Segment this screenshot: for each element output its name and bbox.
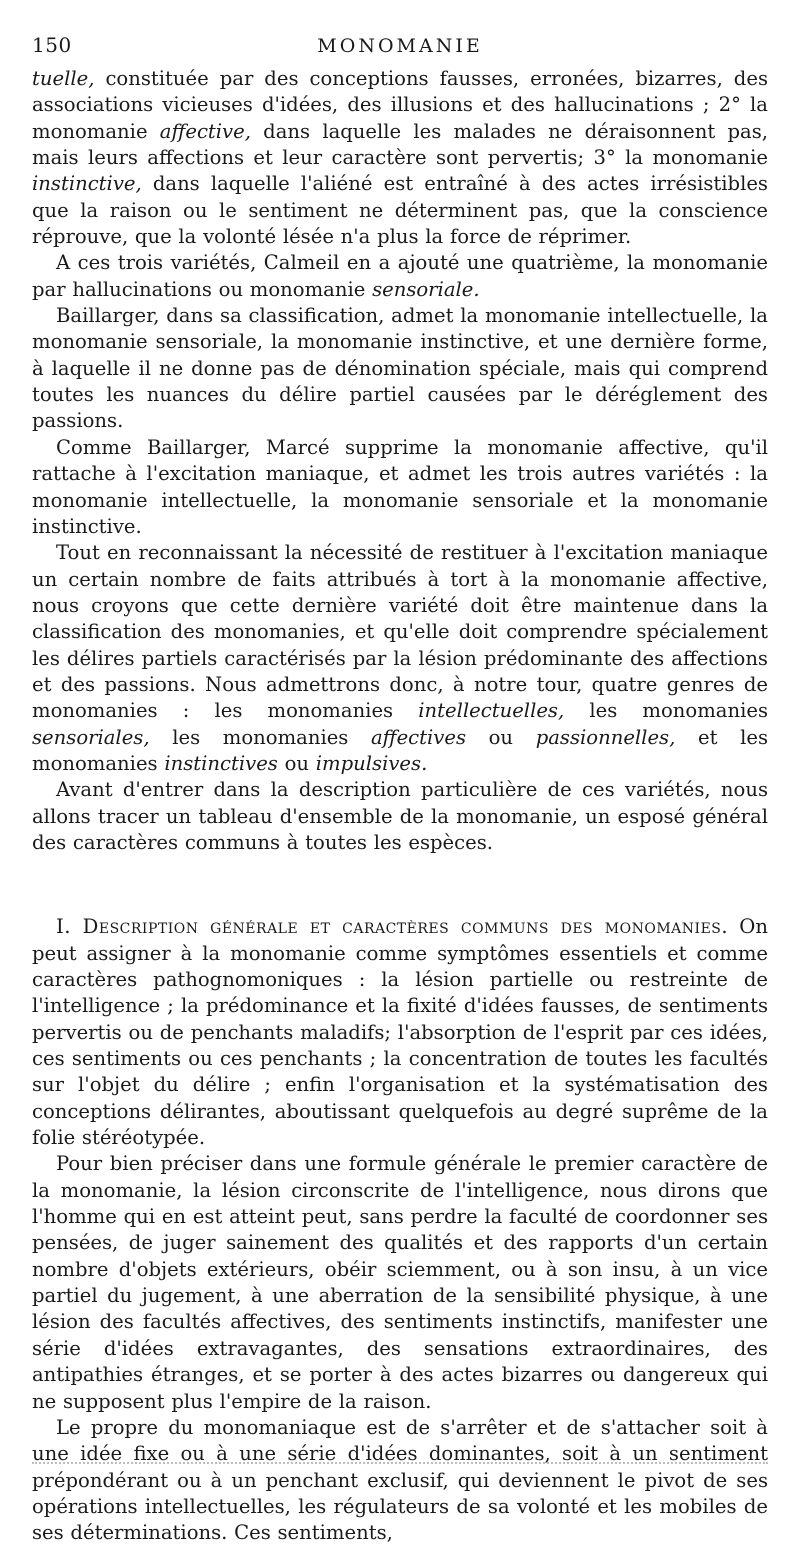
paragraph-formule: Pour bien préciser dans une formule générale le premier caractère de la monomanie, la lésion circonscrite de l'intelligence, nous dirons que l'homme qui en est atteint peut, sans perdre la faculté de coordonner ses pensées, de juger sainement des qualités et des rapports d'un certain nombre d'objets extérieurs, obéir sciemment, ou à son insu, à un vice partiel du jugement, à une aberration de la sensibilité physique, à une lésion des facultés affectives, des sentiments instinctifs, manifester une série d'idées extravagantes, des sensations extraordinaires, des antipathies étranges, et se porter à des actes bizarres ou dangereux qui ne supposent plus l'empire de la raison.	[32, 1152, 768, 1413]
body-text	[32, 66, 768, 1547]
running-title: MONOMANIE	[317, 35, 483, 57]
text-run: ou	[277, 751, 316, 775]
italic-text: instinctives	[164, 751, 278, 775]
italic-text: sensoriales,	[32, 725, 150, 749]
section-gap	[32, 856, 768, 914]
text-run: Tout en reconnaissant la nécessité de restituer à l'excitation maniaque un certain nombre de faits attribués à tort à la monomanie affective, nous croyons que cette dernière variété doit être maintenue dans la classification des monomanies, et qu'elle doit comprendre spécialement les délires partiels caractérisés par la lésion prédominante des affections et des passions. Nous admettrons donc, à notre tour, quatre genres de monomanies : les monomanies	[32, 541, 768, 723]
paragraph-propre: Le propre du monomaniaque est de s'arrêter et de s'attacher soit à une idée fixe ou à une série d'idées dominantes, soit à un sentiment prépondérant ou à un penchant exclusif, qui deviennent le pivot de ses opérations intellectuelles, les régulateurs de sa volonté et les mobiles de ses déterminations. Ces sentiments,	[32, 1415, 768, 1545]
paragraph-calmeil	[32, 250, 768, 303]
italic-text: intellectuelles,	[418, 699, 565, 723]
page-number: 150	[32, 33, 72, 57]
italic-text: instinctive,	[32, 172, 142, 196]
text-run: et les monomanies	[32, 725, 768, 775]
text-run: A ces trois variétés, Calmeil en a ajouté une quatrième, la monomanie par hallucinations ou monomanie	[32, 251, 768, 301]
paragraph-continued	[32, 66, 768, 250]
italic-text: impulsives.	[315, 751, 428, 775]
italic-text: passionnelles,	[535, 725, 676, 749]
text-run: dans laquelle l'aliéné est entraîné à des actes irrésistibles que la raison ou le sentiment ne déterminent pas, que la conscience réprouve, que la volonté lésée n'a plus la force de réprimer.	[32, 172, 768, 249]
text-run: ou	[466, 725, 536, 749]
section-description-generale	[32, 914, 768, 1151]
text-run: les monomanies	[149, 725, 371, 749]
text-run: constituée par des conceptions fausses, erronées, bizarres, des associations vicieuses d'idées, des illusions et des hallucinations ; 2° la monomanie	[32, 67, 768, 143]
paragraph-four-genres	[32, 540, 768, 777]
paragraph-marce: Comme Baillarger, Marcé supprime la monomanie affective, qu'il rattache à l'excitation maniaque, et admet les trois autres variétés : la monomanie intellectuelle, la monomanie sensoriale et la monomanie instinctive.	[32, 435, 768, 538]
footer-scan-artifact	[32, 1462, 768, 1464]
paragraph-baillarger: Baillarger, dans sa classification, admet la monomanie intellectuelle, la monomanie sensoriale, la monomanie instinctive, et une dernière forme, à laquelle il ne donne pas de dénomination spéciale, mais qui comprend toutes les nuances du délire partiel causées par le déréglement des passions.	[32, 304, 768, 433]
text-run: On peut assigner à la monomanie comme symptômes essentiels et comme caractères pathognomoniques : la lésion partielle ou restreinte de l'intelligence ; la prédominance et la fixité d'idées fausses, de sentiments pervertis ou de penchants maladifs; l'absorption de l'esprit par ces idées, ces sentiments ou ces penchants ; la concentration de toutes les facultés sur l'objet du délire ; enfin l'organisation et la systématisation des conceptions délirantes, aboutissant quelquefois au degré suprême de la folie stéréotypée.	[32, 915, 768, 1150]
italic-text: affectives	[371, 725, 466, 749]
italic-text: affective,	[159, 119, 251, 143]
italic-text: sensoriale.	[372, 277, 480, 301]
section-heading: I. Description générale et caractères communs des monomanies.	[56, 915, 729, 939]
paragraph-avant: Avant d'entrer dans la description particulière de ces variétés, nous allons tracer un tableau d'ensemble de la monomanie, un esposé général des caractères communs à toutes les espèces.	[32, 778, 768, 854]
italic-text: tuelle,	[32, 67, 95, 90]
page-header	[32, 33, 768, 63]
text-run: dans laquelle les malades ne déraisonnent pas, mais leurs affections et leur caractère sont pervertis; 3° la monomanie	[32, 119, 768, 170]
text-run: les monomanies	[564, 699, 768, 723]
